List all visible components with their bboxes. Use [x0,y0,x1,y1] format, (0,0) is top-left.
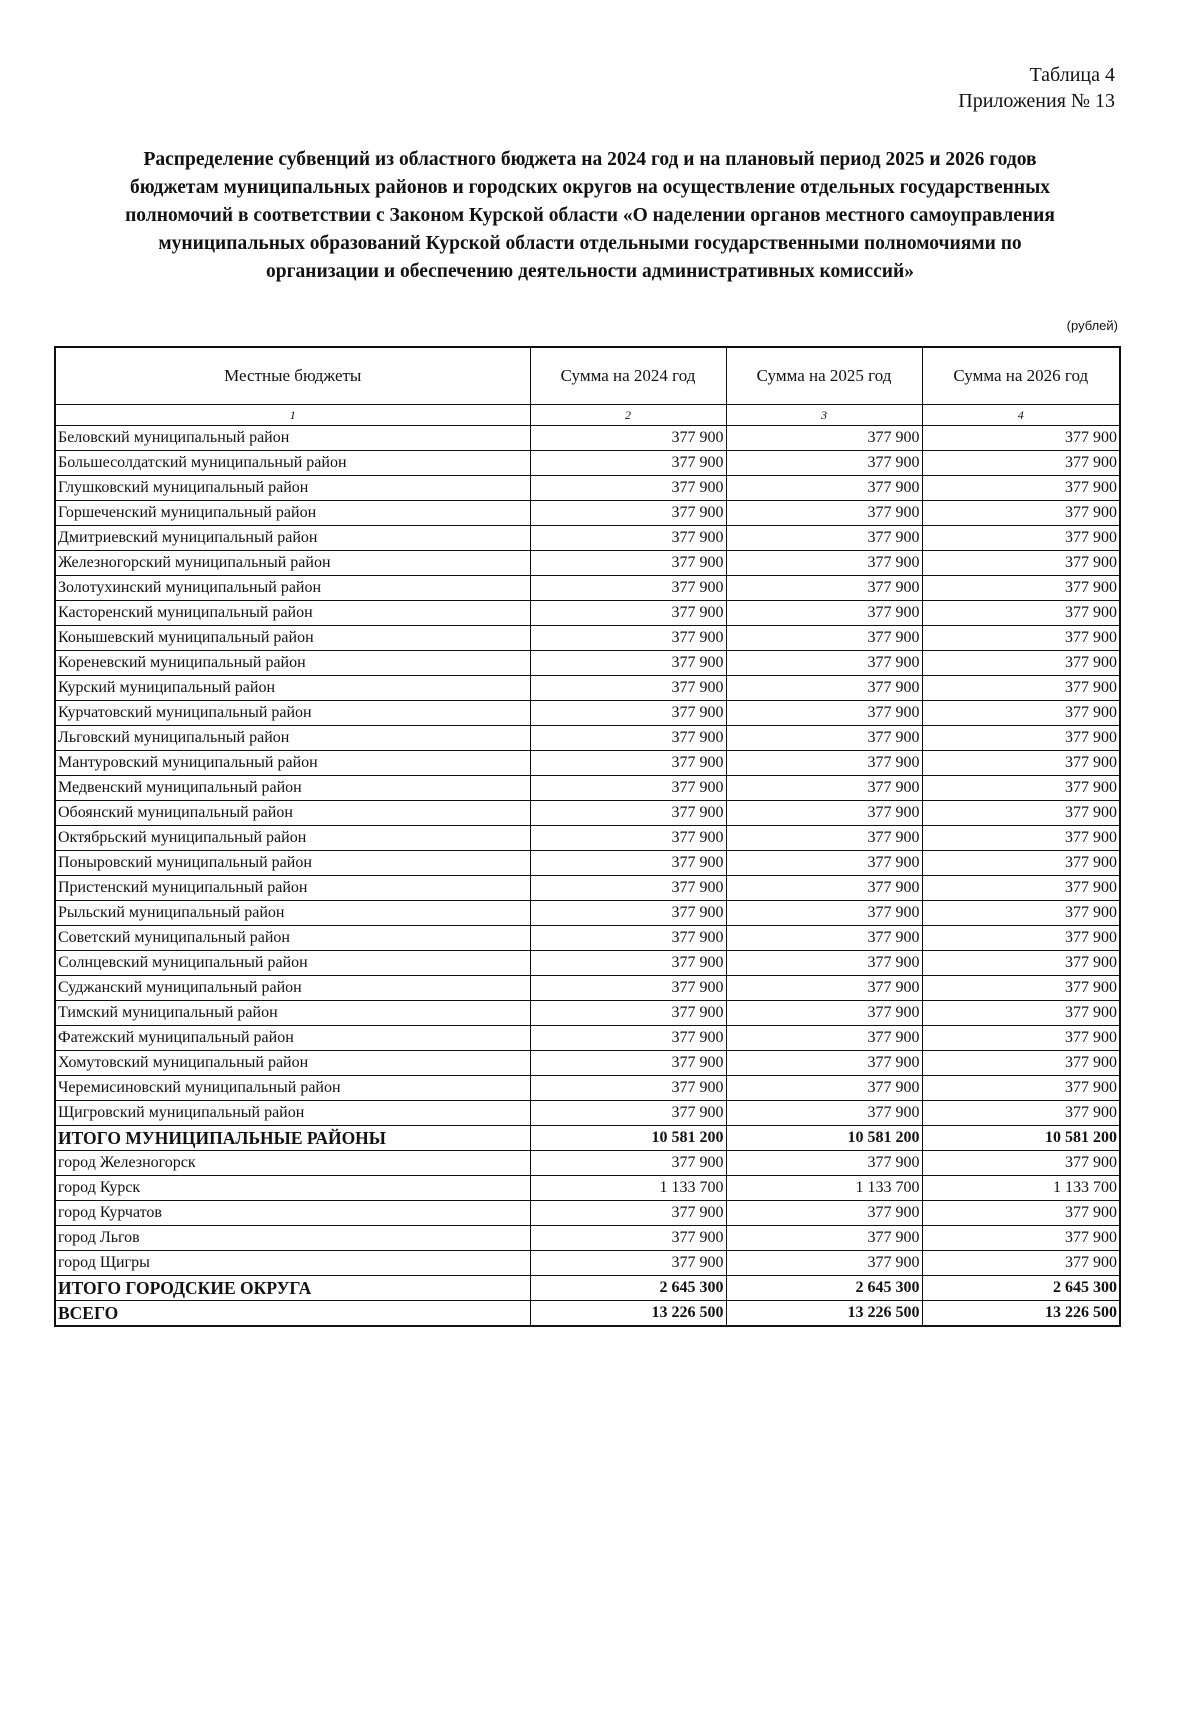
unit-label: (рублей) [1066,318,1118,333]
title-line: Распределение субвенций из областного бюджета на 2024 год и на плановый период 2025 и 2026 годов [143,149,1037,170]
amount-2025-cell: 377 900 [726,501,922,526]
budget-name-cell: ИТОГО ГОРОДСКИЕ ОКРУГА [55,1276,530,1301]
table-row [55,451,1120,476]
total-row [55,1276,1120,1301]
table-number: Таблица 4 [1029,64,1115,86]
amount-2026-cell: 377 900 [922,426,1120,451]
budget-name-cell: Хомутовский муниципальный район [55,1051,530,1076]
amount-2026-cell: 377 900 [922,676,1120,701]
amount-2026-cell: 377 900 [922,851,1120,876]
table-row [55,801,1120,826]
header-2025: Сумма на 2025 год [726,347,922,405]
amount-2024-cell: 377 900 [530,901,726,926]
budget-name-cell: Горшеченский муниципальный район [55,501,530,526]
budget-name-cell: Поныровский муниципальный район [55,851,530,876]
amount-2025-cell: 377 900 [726,826,922,851]
amount-2026-cell: 377 900 [922,876,1120,901]
amount-2025-cell: 377 900 [726,1051,922,1076]
amount-2025-cell: 13 226 500 [726,1301,922,1327]
amount-2026-cell: 377 900 [922,801,1120,826]
amount-2025-cell: 377 900 [726,976,922,1001]
budget-name-cell: Кореневский муниципальный район [55,651,530,676]
amount-2026-cell: 377 900 [922,751,1120,776]
amount-2024-cell: 1 133 700 [530,1176,726,1201]
amount-2024-cell: 377 900 [530,951,726,976]
amount-2024-cell: 10 581 200 [530,1126,726,1151]
budget-name-cell: Курский муниципальный район [55,676,530,701]
amount-2024-cell: 377 900 [530,476,726,501]
amount-2026-cell: 10 581 200 [922,1126,1120,1151]
table-row [55,1026,1120,1051]
budget-name-cell: Мантуровский муниципальный район [55,751,530,776]
amount-2024-cell: 377 900 [530,1076,726,1101]
amount-2024-cell: 377 900 [530,451,726,476]
amount-2024-cell: 377 900 [530,551,726,576]
table-row [55,476,1120,501]
amount-2025-cell: 377 900 [726,801,922,826]
budget-name-cell: Тимский муниципальный район [55,1001,530,1026]
column-number: 4 [922,405,1120,426]
amount-2026-cell: 377 900 [922,651,1120,676]
amount-2026-cell: 377 900 [922,1001,1120,1026]
table-row [55,1151,1120,1176]
amount-2026-cell: 377 900 [922,501,1120,526]
amount-2026-cell: 377 900 [922,926,1120,951]
table-row [55,1176,1120,1201]
amount-2026-cell: 377 900 [922,451,1120,476]
amount-2026-cell: 377 900 [922,1151,1120,1176]
total-row [55,1126,1120,1151]
amount-2025-cell: 377 900 [726,676,922,701]
amount-2025-cell: 2 645 300 [726,1276,922,1301]
amount-2025-cell: 377 900 [726,651,922,676]
amount-2026-cell: 377 900 [922,1051,1120,1076]
table-row [55,551,1120,576]
amount-2024-cell: 377 900 [530,1151,726,1176]
amount-2026-cell: 377 900 [922,951,1120,976]
title-line: полномочий в соответствии с Законом Курской области «О наделении органов местного самоуправления [125,205,1055,226]
budget-name-cell: Золотухинский муниципальный район [55,576,530,601]
amount-2026-cell: 377 900 [922,1251,1120,1276]
amount-2024-cell: 377 900 [530,426,726,451]
table-row [55,1001,1120,1026]
budget-name-cell: Фатежский муниципальный район [55,1026,530,1051]
amount-2024-cell: 377 900 [530,1201,726,1226]
amount-2025-cell: 377 900 [726,951,922,976]
amount-2025-cell: 377 900 [726,601,922,626]
amount-2024-cell: 377 900 [530,801,726,826]
amount-2024-cell: 377 900 [530,851,726,876]
budget-name-cell: ВСЕГО [55,1301,530,1327]
amount-2026-cell: 377 900 [922,601,1120,626]
amount-2024-cell: 377 900 [530,826,726,851]
amount-2026-cell: 377 900 [922,1026,1120,1051]
table-row [55,726,1120,751]
table-row [55,701,1120,726]
header-2026: Сумма на 2026 год [922,347,1120,405]
table-row [55,601,1120,626]
total-row [55,1301,1120,1327]
amount-2026-cell: 377 900 [922,776,1120,801]
amount-2024-cell: 377 900 [530,526,726,551]
table-row [55,626,1120,651]
amount-2025-cell: 377 900 [726,1101,922,1126]
amount-2024-cell: 377 900 [530,676,726,701]
amount-2024-cell: 377 900 [530,701,726,726]
amount-2025-cell: 377 900 [726,726,922,751]
table-row [55,576,1120,601]
amount-2025-cell: 377 900 [726,851,922,876]
document-reference [958,62,1115,114]
budget-name-cell: Льговский муниципальный район [55,726,530,751]
amount-2024-cell: 377 900 [530,1251,726,1276]
amount-2024-cell: 377 900 [530,601,726,626]
budget-name-cell: Черемисиновский муниципальный район [55,1076,530,1101]
amount-2025-cell: 377 900 [726,876,922,901]
table-row [55,1251,1120,1276]
amount-2026-cell: 377 900 [922,701,1120,726]
budget-name-cell: Медвенский муниципальный район [55,776,530,801]
table-row [55,426,1120,451]
amount-2026-cell: 377 900 [922,1201,1120,1226]
amount-2024-cell: 2 645 300 [530,1276,726,1301]
table-row [55,901,1120,926]
table-row [55,1226,1120,1251]
budget-name-cell: Октябрьский муниципальный район [55,826,530,851]
amount-2026-cell: 377 900 [922,826,1120,851]
amount-2026-cell: 377 900 [922,476,1120,501]
amount-2025-cell: 377 900 [726,901,922,926]
amount-2025-cell: 377 900 [726,626,922,651]
amount-2026-cell: 377 900 [922,976,1120,1001]
amount-2026-cell: 377 900 [922,626,1120,651]
amount-2024-cell: 377 900 [530,626,726,651]
table-row [55,951,1120,976]
amount-2026-cell: 377 900 [922,551,1120,576]
header-2024: Сумма на 2024 год [530,347,726,405]
amount-2026-cell: 2 645 300 [922,1276,1120,1301]
budget-name-cell: Обоянский муниципальный район [55,801,530,826]
amount-2024-cell: 377 900 [530,576,726,601]
amount-2025-cell: 377 900 [726,1201,922,1226]
amount-2024-cell: 377 900 [530,751,726,776]
amount-2024-cell: 377 900 [530,926,726,951]
amount-2024-cell: 377 900 [530,1026,726,1051]
budget-name-cell: город Курск [55,1176,530,1201]
amount-2026-cell: 377 900 [922,726,1120,751]
table-row [55,776,1120,801]
budget-name-cell: ИТОГО МУНИЦИПАЛЬНЫЕ РАЙОНЫ [55,1126,530,1151]
amount-2025-cell: 377 900 [726,701,922,726]
budget-name-cell: город Курчатов [55,1201,530,1226]
amount-2024-cell: 377 900 [530,776,726,801]
amount-2026-cell: 377 900 [922,1101,1120,1126]
budget-name-cell: Солнцевский муниципальный район [55,951,530,976]
amount-2025-cell: 377 900 [726,1151,922,1176]
table-row [55,1076,1120,1101]
column-number: 2 [530,405,726,426]
table-row [55,1101,1120,1126]
budget-name-cell: город Щигры [55,1251,530,1276]
budget-name-cell: Щигровский муниципальный район [55,1101,530,1126]
amount-2024-cell: 377 900 [530,501,726,526]
column-number: 3 [726,405,922,426]
column-number: 1 [55,405,530,426]
amount-2025-cell: 377 900 [726,426,922,451]
amount-2024-cell: 377 900 [530,1226,726,1251]
title-line: организации и обеспечению деятельности административных комиссий» [266,261,914,282]
amount-2026-cell: 377 900 [922,901,1120,926]
budget-name-cell: Конышевский муниципальный район [55,626,530,651]
budget-name-cell: Советский муниципальный район [55,926,530,951]
amount-2025-cell: 377 900 [726,451,922,476]
title-line: бюджетам муниципальных районов и городских округов на осуществление отдельных государственных [129,177,1051,198]
header-local-budgets: Местные бюджеты [55,347,530,405]
amount-2024-cell: 377 900 [530,1101,726,1126]
table-row [55,1201,1120,1226]
amount-2025-cell: 377 900 [726,476,922,501]
table-row [55,976,1120,1001]
amount-2025-cell: 377 900 [726,1026,922,1051]
amount-2025-cell: 377 900 [726,926,922,951]
amount-2026-cell: 377 900 [922,576,1120,601]
amount-2026-cell: 377 900 [922,1226,1120,1251]
amount-2024-cell: 377 900 [530,726,726,751]
table-row [55,876,1120,901]
table-row [55,851,1120,876]
budget-name-cell: Суджанский муниципальный район [55,976,530,1001]
amount-2025-cell: 377 900 [726,776,922,801]
budget-name-cell: город Железногорск [55,1151,530,1176]
budget-name-cell: Рыльский муниципальный район [55,901,530,926]
amount-2024-cell: 377 900 [530,1001,726,1026]
column-number-row [55,405,1120,426]
budget-name-cell: Железногорский муниципальный район [55,551,530,576]
amount-2024-cell: 377 900 [530,876,726,901]
table-row [55,751,1120,776]
amount-2025-cell: 377 900 [726,1251,922,1276]
amount-2025-cell: 377 900 [726,551,922,576]
appendix-number: Приложения № 13 [958,90,1115,112]
amount-2025-cell: 377 900 [726,526,922,551]
amount-2026-cell: 377 900 [922,526,1120,551]
budget-name-cell: Беловский муниципальный район [55,426,530,451]
amount-2024-cell: 377 900 [530,976,726,1001]
amount-2026-cell: 13 226 500 [922,1301,1120,1327]
budget-name-cell: Пристенский муниципальный район [55,876,530,901]
table-row [55,926,1120,951]
amount-2025-cell: 1 133 700 [726,1176,922,1201]
budget-name-cell: Дмитриевский муниципальный район [55,526,530,551]
amount-2025-cell: 377 900 [726,1076,922,1101]
budget-name-cell: Касторенский муниципальный район [55,601,530,626]
table-row [55,826,1120,851]
document-title [60,146,1120,286]
header-row [55,347,1120,405]
budget-name-cell: Большесолдатский муниципальный район [55,451,530,476]
amount-2024-cell: 377 900 [530,651,726,676]
table-row [55,676,1120,701]
amount-2024-cell: 377 900 [530,1051,726,1076]
amount-2025-cell: 377 900 [726,751,922,776]
table-row [55,526,1120,551]
amount-2025-cell: 377 900 [726,576,922,601]
subvention-table [54,346,1121,1327]
budget-name-cell: Курчатовский муниципальный район [55,701,530,726]
amount-2026-cell: 1 133 700 [922,1176,1120,1201]
amount-2024-cell: 13 226 500 [530,1301,726,1327]
table-row [55,651,1120,676]
budget-name-cell: Глушковский муниципальный район [55,476,530,501]
amount-2025-cell: 10 581 200 [726,1126,922,1151]
amount-2025-cell: 377 900 [726,1226,922,1251]
budget-name-cell: город Льгов [55,1226,530,1251]
table-row [55,501,1120,526]
amount-2026-cell: 377 900 [922,1076,1120,1101]
title-line: муниципальных образований Курской области отдельными государственными полномочиями по [158,233,1022,254]
amount-2025-cell: 377 900 [726,1001,922,1026]
table-row [55,1051,1120,1076]
